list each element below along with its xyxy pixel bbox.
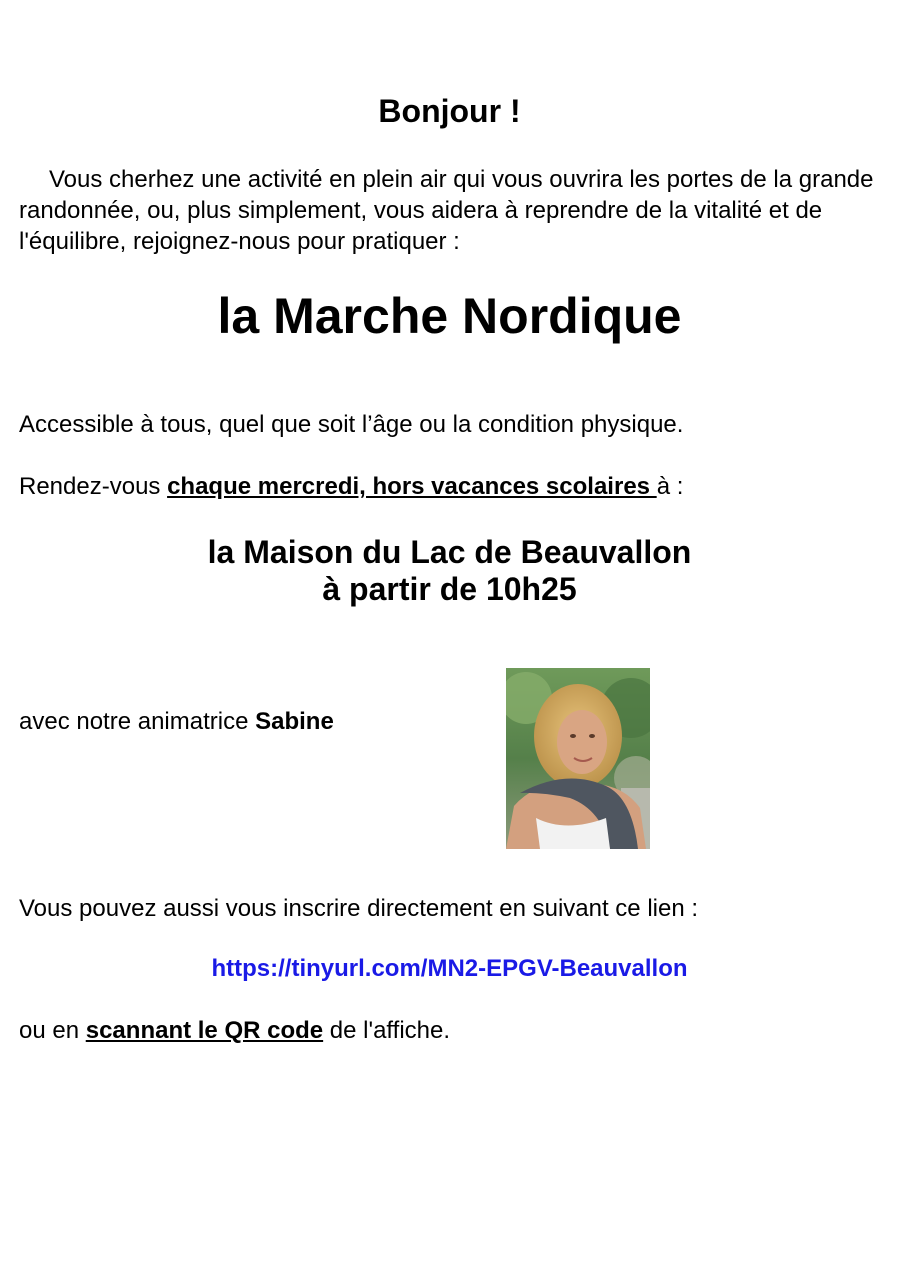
intro-paragraph: Vous cherhez une activité en plein air qui vous ouvrira les portes de la grande randonnée, ou, plus simplement, vous aidera à reprendre de la vitalité et de l'équilibre, rejoignez-nous pour pratiquer : [19,166,874,255]
instructor-name: Sabine [255,708,334,735]
instructor-photo-image [506,668,650,849]
accessibility-text: Accessible à tous, quel que soit l’âge ou la condition physique. [19,411,684,438]
rendezvous-prefix: Rendez-vous [19,473,168,500]
qr-suffix: de l'affiche. [323,1017,451,1044]
instructor-prefix: avec notre animatrice [19,708,256,735]
meeting-place [0,534,899,608]
meeting-time: à partir de 10h25 [322,571,577,607]
signup-text: Vous pouvez aussi vous inscrire directement en suivant ce lien : [19,895,699,922]
signup-link[interactable]: https://tinyurl.com/MN2-EPGV-Beauvallon [211,955,688,982]
qr-code-text [19,1016,879,1046]
instructor-photo [506,668,650,849]
instructor-text [19,707,879,737]
qr-prefix: ou en [19,1017,86,1044]
activity-title: la Marche Nordique [217,288,682,344]
rendezvous-schedule: chaque mercredi, hors vacances scolaires [167,473,657,500]
rendezvous-text [19,472,879,502]
meeting-place-name: la Maison du Lac de Beauvallon [207,534,692,570]
rendezvous-suffix: à : [656,473,684,500]
qr-emphasis: scannant le QR code [85,1017,324,1044]
greeting-heading: Bonjour ! [378,93,521,129]
